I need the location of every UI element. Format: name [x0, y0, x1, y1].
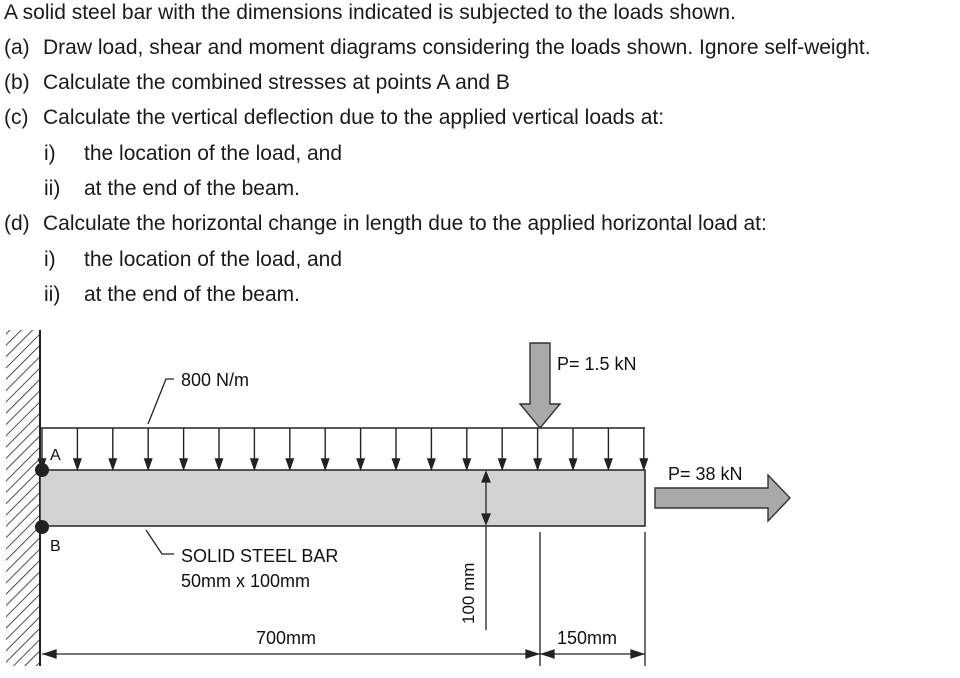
udl-arrow: [605, 428, 612, 469]
part-c: [4, 105, 664, 131]
part-d-sub-ii: [44, 282, 300, 308]
problem-intro: [4, 0, 736, 26]
distributed-load: [39, 428, 648, 469]
udl-arrow: [640, 428, 647, 469]
part-c-sub-i-label: i): [44, 142, 56, 165]
part-c-sub-i-text: the location of the load, and: [84, 142, 343, 165]
udl-arrow: [357, 428, 364, 469]
udl-arrow: [322, 428, 329, 469]
point-b-label: B: [50, 538, 61, 555]
part-c-text: Calculate the vertical deflection due to the applied vertical loads at:: [43, 106, 665, 129]
point-a-label: A: [50, 447, 61, 464]
udl-arrow: [534, 428, 541, 469]
udl-arrow: [428, 428, 435, 469]
part-d-sub-ii-text: at the end of the beam.: [84, 283, 300, 306]
udl-arrow: [180, 428, 187, 469]
part-d-sub-i-label: i): [44, 248, 56, 271]
bar-size-label: 50mm x 100mm: [181, 571, 311, 591]
part-d-text: Calculate the horizontal change in length due to the applied horizontal load at:: [43, 212, 767, 235]
part-b-text: Calculate the combined stresses at points A and B: [43, 71, 510, 94]
axial-load-label: P= 38 kN: [668, 464, 743, 484]
span-dimensions: [42, 532, 645, 666]
distributed-load-label: 800 N/m: [181, 370, 250, 390]
part-b: [4, 70, 510, 96]
fixed-wall-support: [6, 330, 40, 666]
udl-arrow: [286, 428, 293, 469]
udl-arrow: [109, 428, 116, 469]
part-c-sub-i: [44, 141, 342, 167]
part-d-sub-i-text: the location of the load, and: [84, 248, 343, 271]
depth-dimension-label: 100 mm: [459, 562, 478, 624]
part-c-sub-ii: [44, 176, 300, 202]
point-load-label: P= 1.5 kN: [557, 354, 637, 374]
distributed-load-leader: [148, 379, 174, 424]
part-d-label: (d): [4, 212, 30, 235]
point-a-marker: [35, 463, 49, 477]
udl-arrow: [393, 428, 400, 469]
point-load-arrow: [520, 343, 560, 428]
part-d-sub-ii-label: ii): [44, 283, 61, 306]
udl-arrow: [216, 428, 223, 469]
part-a: [4, 35, 871, 61]
part-c-sub-ii-text: at the end of the beam.: [84, 177, 300, 200]
part-d: [4, 211, 767, 237]
intro-text: A solid steel bar with the dimensions indicated is subjected to the loads shown.: [4, 1, 736, 24]
span-1-label: 700mm: [256, 628, 317, 648]
part-a-label: (a): [4, 36, 30, 59]
part-b-label: (b): [4, 71, 30, 94]
beam-figure: [0, 315, 960, 678]
span-2-label: 150mm: [557, 628, 618, 648]
point-b-marker: [35, 520, 49, 534]
part-d-sub-i: [44, 247, 342, 273]
part-c-label: (c): [4, 106, 29, 129]
udl-arrow: [74, 428, 81, 469]
udl-arrow: [570, 428, 577, 469]
steel-bar: [40, 470, 645, 526]
udl-arrow: [499, 428, 506, 469]
part-c-sub-ii-label: ii): [44, 177, 61, 200]
bar-label: SOLID STEEL BAR: [181, 546, 339, 566]
udl-arrow: [145, 428, 152, 469]
udl-arrow: [463, 428, 470, 469]
bar-label-leader: [146, 530, 174, 554]
part-a-text: Draw load, shear and moment diagrams considering the loads shown. Ignore self-weight.: [43, 36, 871, 59]
udl-arrow: [251, 428, 258, 469]
